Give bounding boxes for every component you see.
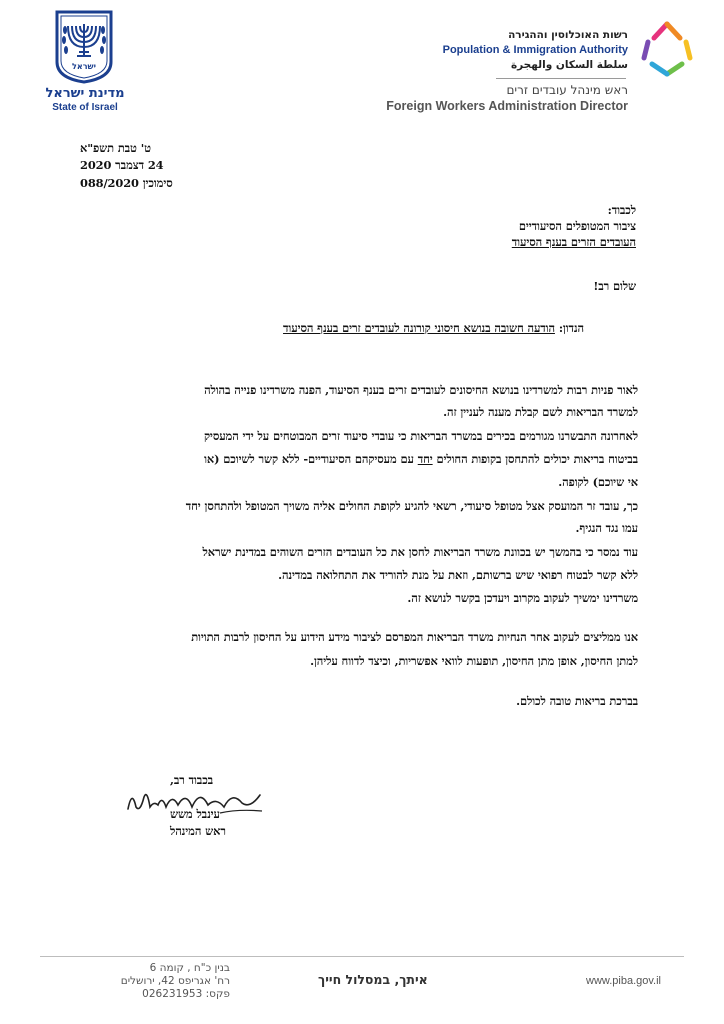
body-line — [203, 545, 638, 559]
director-title-english: Foreign Workers Administration Director — [386, 99, 628, 113]
gregorian-date: 24 דצמבר 2020 — [80, 158, 164, 172]
closing-line: בברכת בריאות טובה לכולם. — [516, 694, 638, 708]
signer-name: עינבל משש — [170, 807, 220, 821]
address-line-2: רח' אגריפס 42, ירושלים — [120, 975, 230, 987]
signer-title: ראש המינהל — [170, 824, 226, 838]
footer-address — [100, 962, 230, 1001]
address-line-3: פקס: 026231953 — [142, 988, 230, 1000]
authority-name-english: Population & Immigration Authority — [442, 44, 628, 56]
body-line — [191, 630, 638, 644]
authority-name-arabic: سلطة السكان والهجرة — [510, 59, 628, 71]
subject-line — [283, 321, 584, 335]
website-link[interactable]: www.piba.gov.il — [586, 975, 661, 987]
address-line-1: בנין כ"ח , קומה 6 — [149, 962, 230, 974]
footer-divider — [40, 956, 684, 957]
header-divider — [496, 78, 626, 79]
body-line — [204, 429, 638, 443]
state-name-hebrew: מדינת ישראל — [45, 86, 125, 101]
body-line — [186, 499, 638, 513]
svg-text:ישראל: ישראל — [72, 62, 96, 71]
body-text: משרדינו ימשיך לעקוב מקרוב ויעדכן בקשר לנושא זה. — [407, 591, 638, 605]
body-text: לאור פניות רבות למשרדינו בנושא החיסונים לעובדים זרים בענף הסיעוד, הפנה משרדינו פנייה בהולה — [204, 383, 638, 397]
body-line — [310, 654, 638, 668]
body-text: אי שיוכם) לקופה. — [558, 475, 638, 489]
footer-slogan: איתך, במסלול חייך — [318, 972, 428, 987]
body-text: אנו ממליצים לעקוב אחר הנחיות משרד הבריאות המפרסם לציבור מידע הידוע על החיסון לרבות התויות — [191, 630, 638, 644]
director-title-hebrew: ראש מינהל עובדים זרים — [506, 83, 628, 97]
body-text: למשרד הבריאות לשם קבלת מענה לעניין זה. — [443, 405, 638, 419]
addressee-label: לכבוד: — [607, 203, 636, 217]
authority-logo-icon — [636, 18, 698, 80]
body-line — [443, 405, 638, 419]
body-text: עם מעסיקהם הסיעודיים- ללא קשר לשיוכם (או — [204, 452, 418, 466]
subject-text: הודעה חשובה בנושא חיסוני קורונה לעובדים זרים בענף הסיעוד — [283, 321, 555, 335]
regards: בכבוד רב, — [170, 773, 214, 787]
state-emblem-icon — [53, 8, 115, 84]
addressee-line-2: העובדים הזרים בענף הסיעוד — [511, 235, 636, 249]
body-line — [204, 452, 638, 466]
body-text: עמו נגד הנגיף. — [575, 521, 638, 535]
body-line — [576, 521, 638, 535]
reference-number: סימוכין 088/2020 — [80, 176, 173, 190]
body-text: ללא קשר לבטוח רפואי שיש ברשותם, וזאת על מנת להוריד את התחלואה במדינה. — [278, 568, 638, 582]
body-line — [558, 475, 638, 489]
body-text: לאחרונה התבשרנו מגורמים בכירים במשרד הבריאות כי עובדי סיעוד זרים המבוטחים על ידי המעסיק — [203, 429, 638, 443]
body-line — [204, 383, 638, 397]
subject-label: הנדון: — [558, 321, 584, 335]
body-text: יחד — [417, 452, 433, 466]
body-text: למתן החיסון, אופן מתן החיסון, תופעות לוואי אפשריות, וכיצד לדווח עליהן. — [310, 654, 638, 668]
addressee-line-1: ציבור המטופלים הסיעודיים — [518, 219, 636, 233]
body-text: עוד נמסר כי בהמשך יש בכוונת משרד הבריאות לחסן את כל העובדים הזרים השוהים במדינת ישראל — [202, 545, 638, 559]
body-text: בביטוח בריאות יכולים להתחסן בקופות החולים — [432, 452, 638, 466]
state-name-english: State of Israel — [52, 102, 118, 113]
body-line — [278, 568, 638, 582]
body-line — [407, 591, 638, 605]
greeting: שלום רב! — [593, 279, 636, 293]
authority-name-hebrew: רשות האוכלוסין וההגירה — [508, 29, 628, 41]
body-text: כך, עובד זר המועסק אצל מטופל סיעודי, רשאי להגיע לקופת החולים אליה משויך המטופל ולהתחסן יחד — [185, 499, 638, 513]
hebrew-date: ט' טבת תשפ"א — [80, 141, 151, 155]
